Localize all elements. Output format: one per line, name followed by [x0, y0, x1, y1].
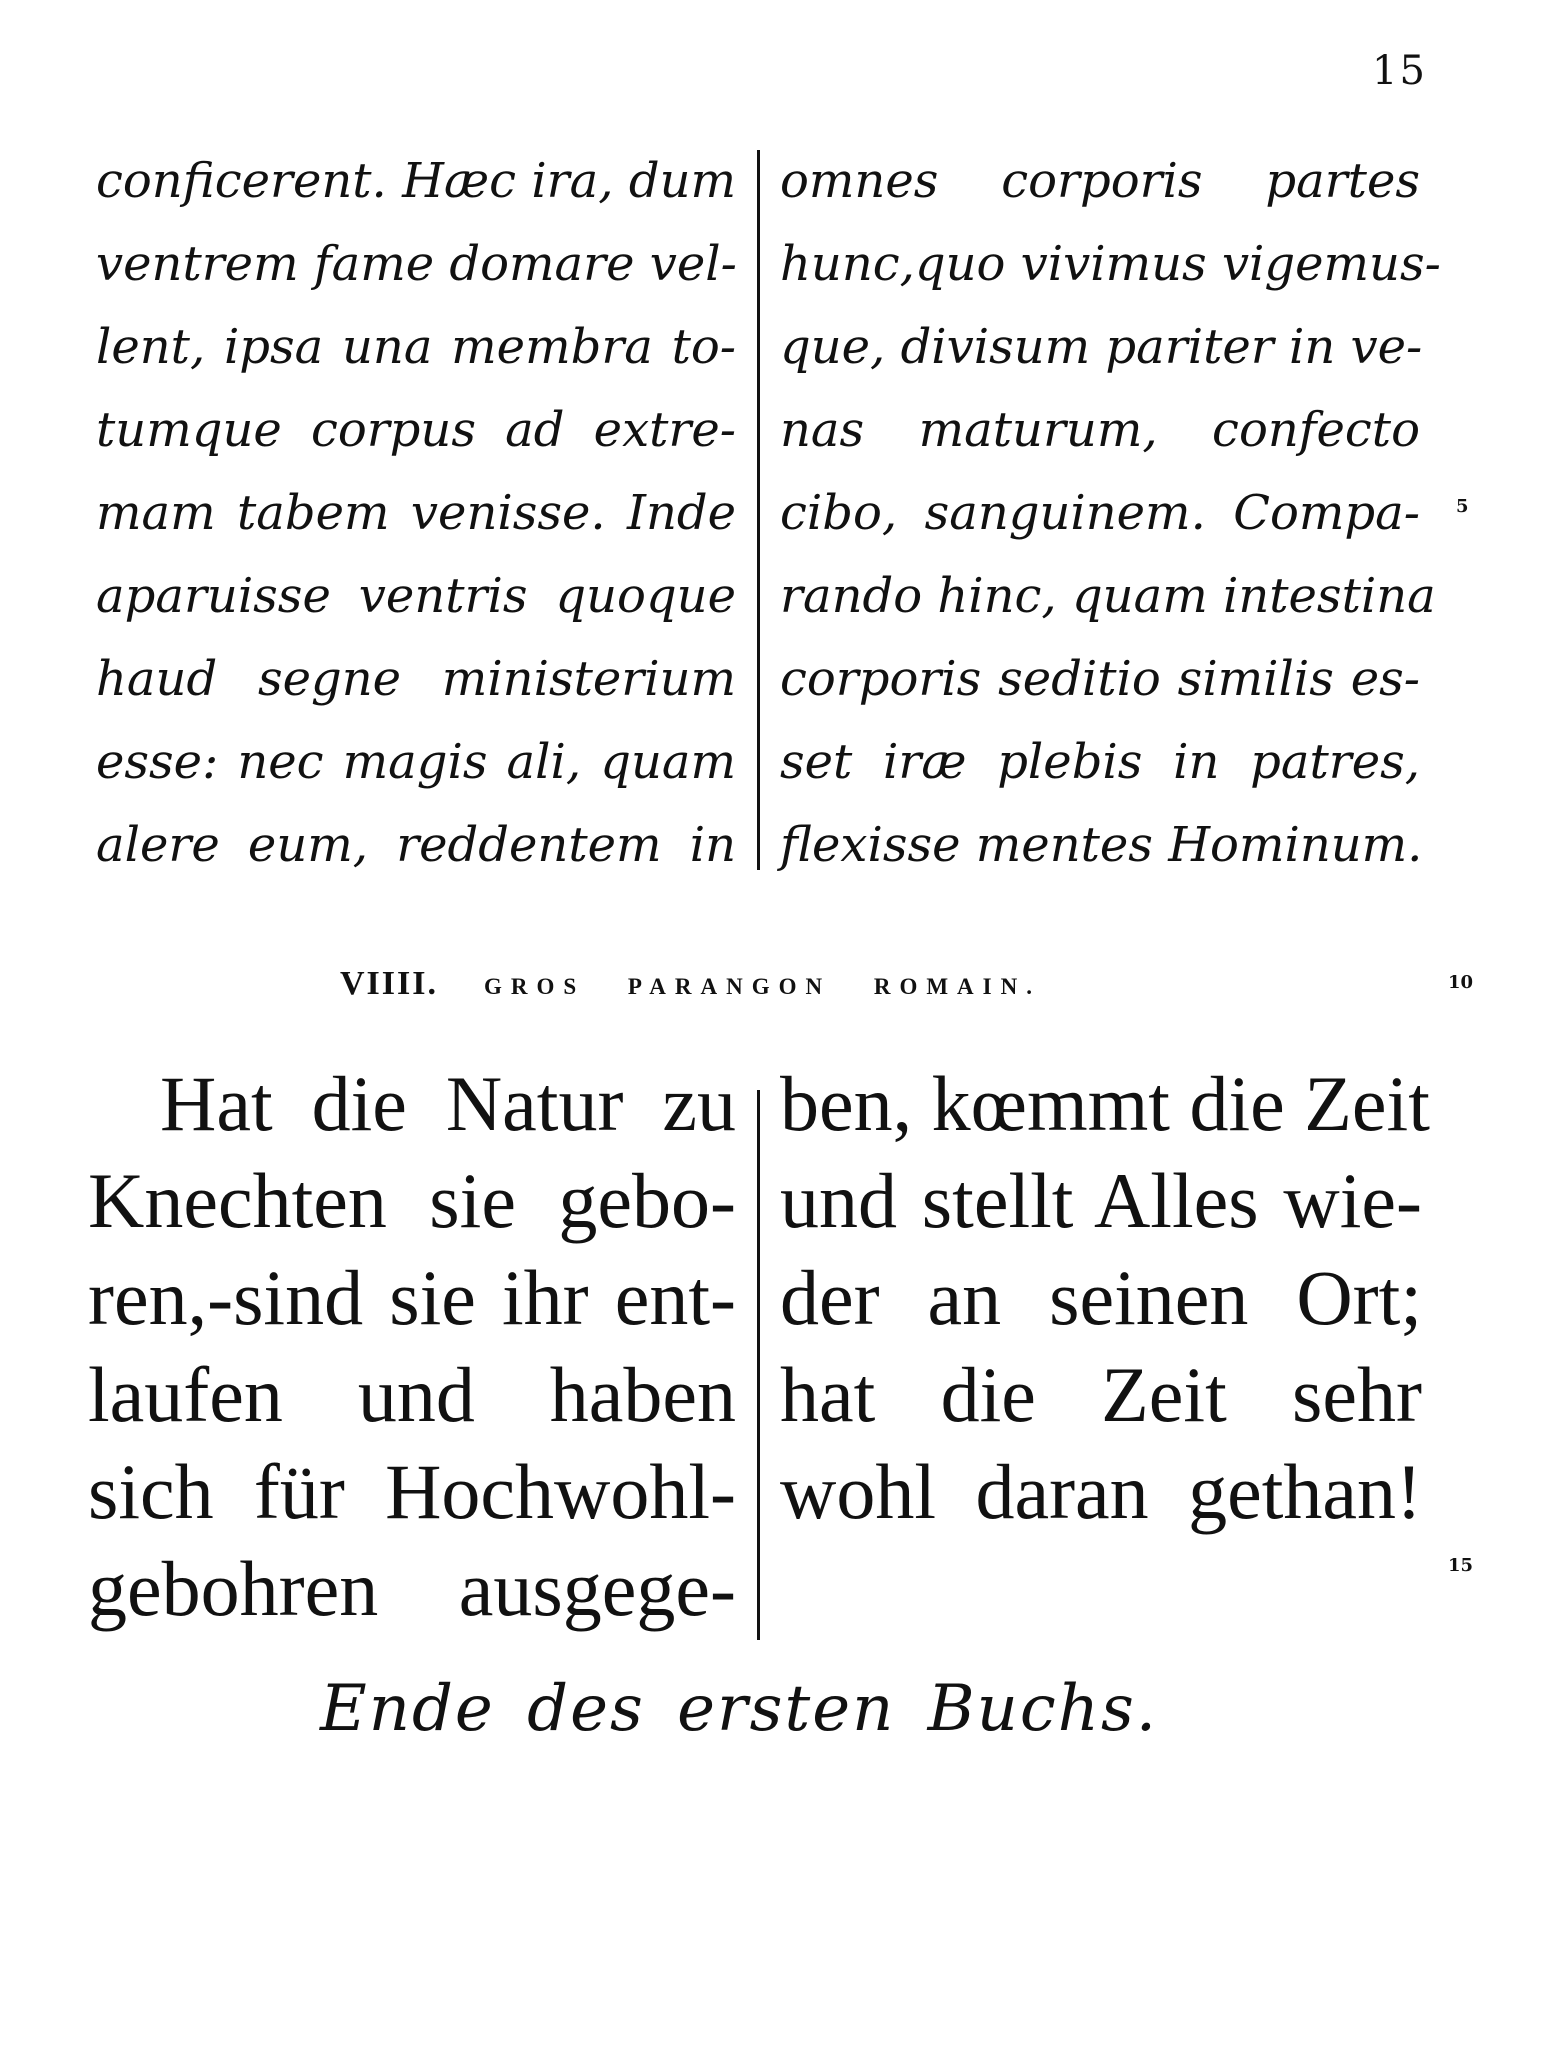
text-line: mam tabem venisse. Inde [96, 485, 736, 541]
section-numeral: VIIII. [340, 965, 438, 1002]
text-line: ren,-sind sie ihr ent- [88, 1254, 736, 1341]
colophon: Ende des ersten Buchs. [320, 1672, 1159, 1746]
section-heading [340, 965, 1200, 1003]
roman-column-rule [757, 1090, 760, 1640]
text-line: und stellt Alles wie- [780, 1157, 1422, 1244]
italic-specimen-left-column [96, 140, 736, 887]
text-line: alere eum, reddentem in [96, 817, 736, 873]
margin-line-number-10: 10 [1448, 972, 1474, 993]
text-line: rando hinc, quam intestina [780, 568, 1436, 624]
text-line: omnes corporis partes [780, 153, 1420, 209]
margin-line-number-5: 5 [1456, 496, 1469, 517]
text-line: corporis seditio similis es- [780, 651, 1420, 707]
text-line: cibo, sanguinem. Compa- [780, 485, 1420, 541]
text-line: conficerent. Hæc ira, dum [96, 153, 736, 209]
text-line: esse: nec magis ali, quam [96, 734, 736, 790]
text-line: nas maturum, confecto [780, 402, 1420, 458]
text-line: sich für Hochwohl- [88, 1448, 736, 1535]
text-line: ben, kœmmt die Zeit [780, 1060, 1430, 1147]
text-line: laufen und haben [88, 1351, 736, 1438]
text-line: Knechten sie gebo- [88, 1157, 736, 1244]
text-line: tumque corpus ad extre- [96, 402, 736, 458]
text-line: Hat die Natur zu [160, 1060, 736, 1147]
text-line: lent, ipsa una membra to- [96, 319, 736, 375]
italic-column-rule [757, 150, 760, 870]
text-line: ventrem fame domare vel- [96, 236, 737, 292]
text-line: gebohren ausgege- [88, 1545, 736, 1632]
text-line: set iræ plebis in patres, [780, 734, 1420, 790]
text-line: haud segne ministerium [96, 651, 736, 707]
section-title: GROS PARANGON ROMAIN. [483, 974, 1041, 999]
margin-line-number-15: 15 [1448, 1555, 1474, 1576]
text-line: que, divisum pariter in ve- [780, 319, 1423, 375]
text-line: wohl daran gethan! [780, 1448, 1422, 1535]
roman-specimen-right-column [780, 1055, 1430, 1540]
text-line: aparuisse ventris quoque [96, 568, 736, 624]
roman-specimen-left-column [88, 1055, 736, 1637]
page-number: 15 [1372, 48, 1427, 94]
text-line: der an seinen Ort; [780, 1254, 1422, 1341]
text-line: hat die Zeit sehr [780, 1351, 1422, 1438]
text-line: flexisse mentes Hominum. [780, 817, 1423, 873]
text-line: hunc,quo vivimus vigemus- [780, 236, 1441, 292]
italic-specimen-right-column [780, 140, 1441, 887]
